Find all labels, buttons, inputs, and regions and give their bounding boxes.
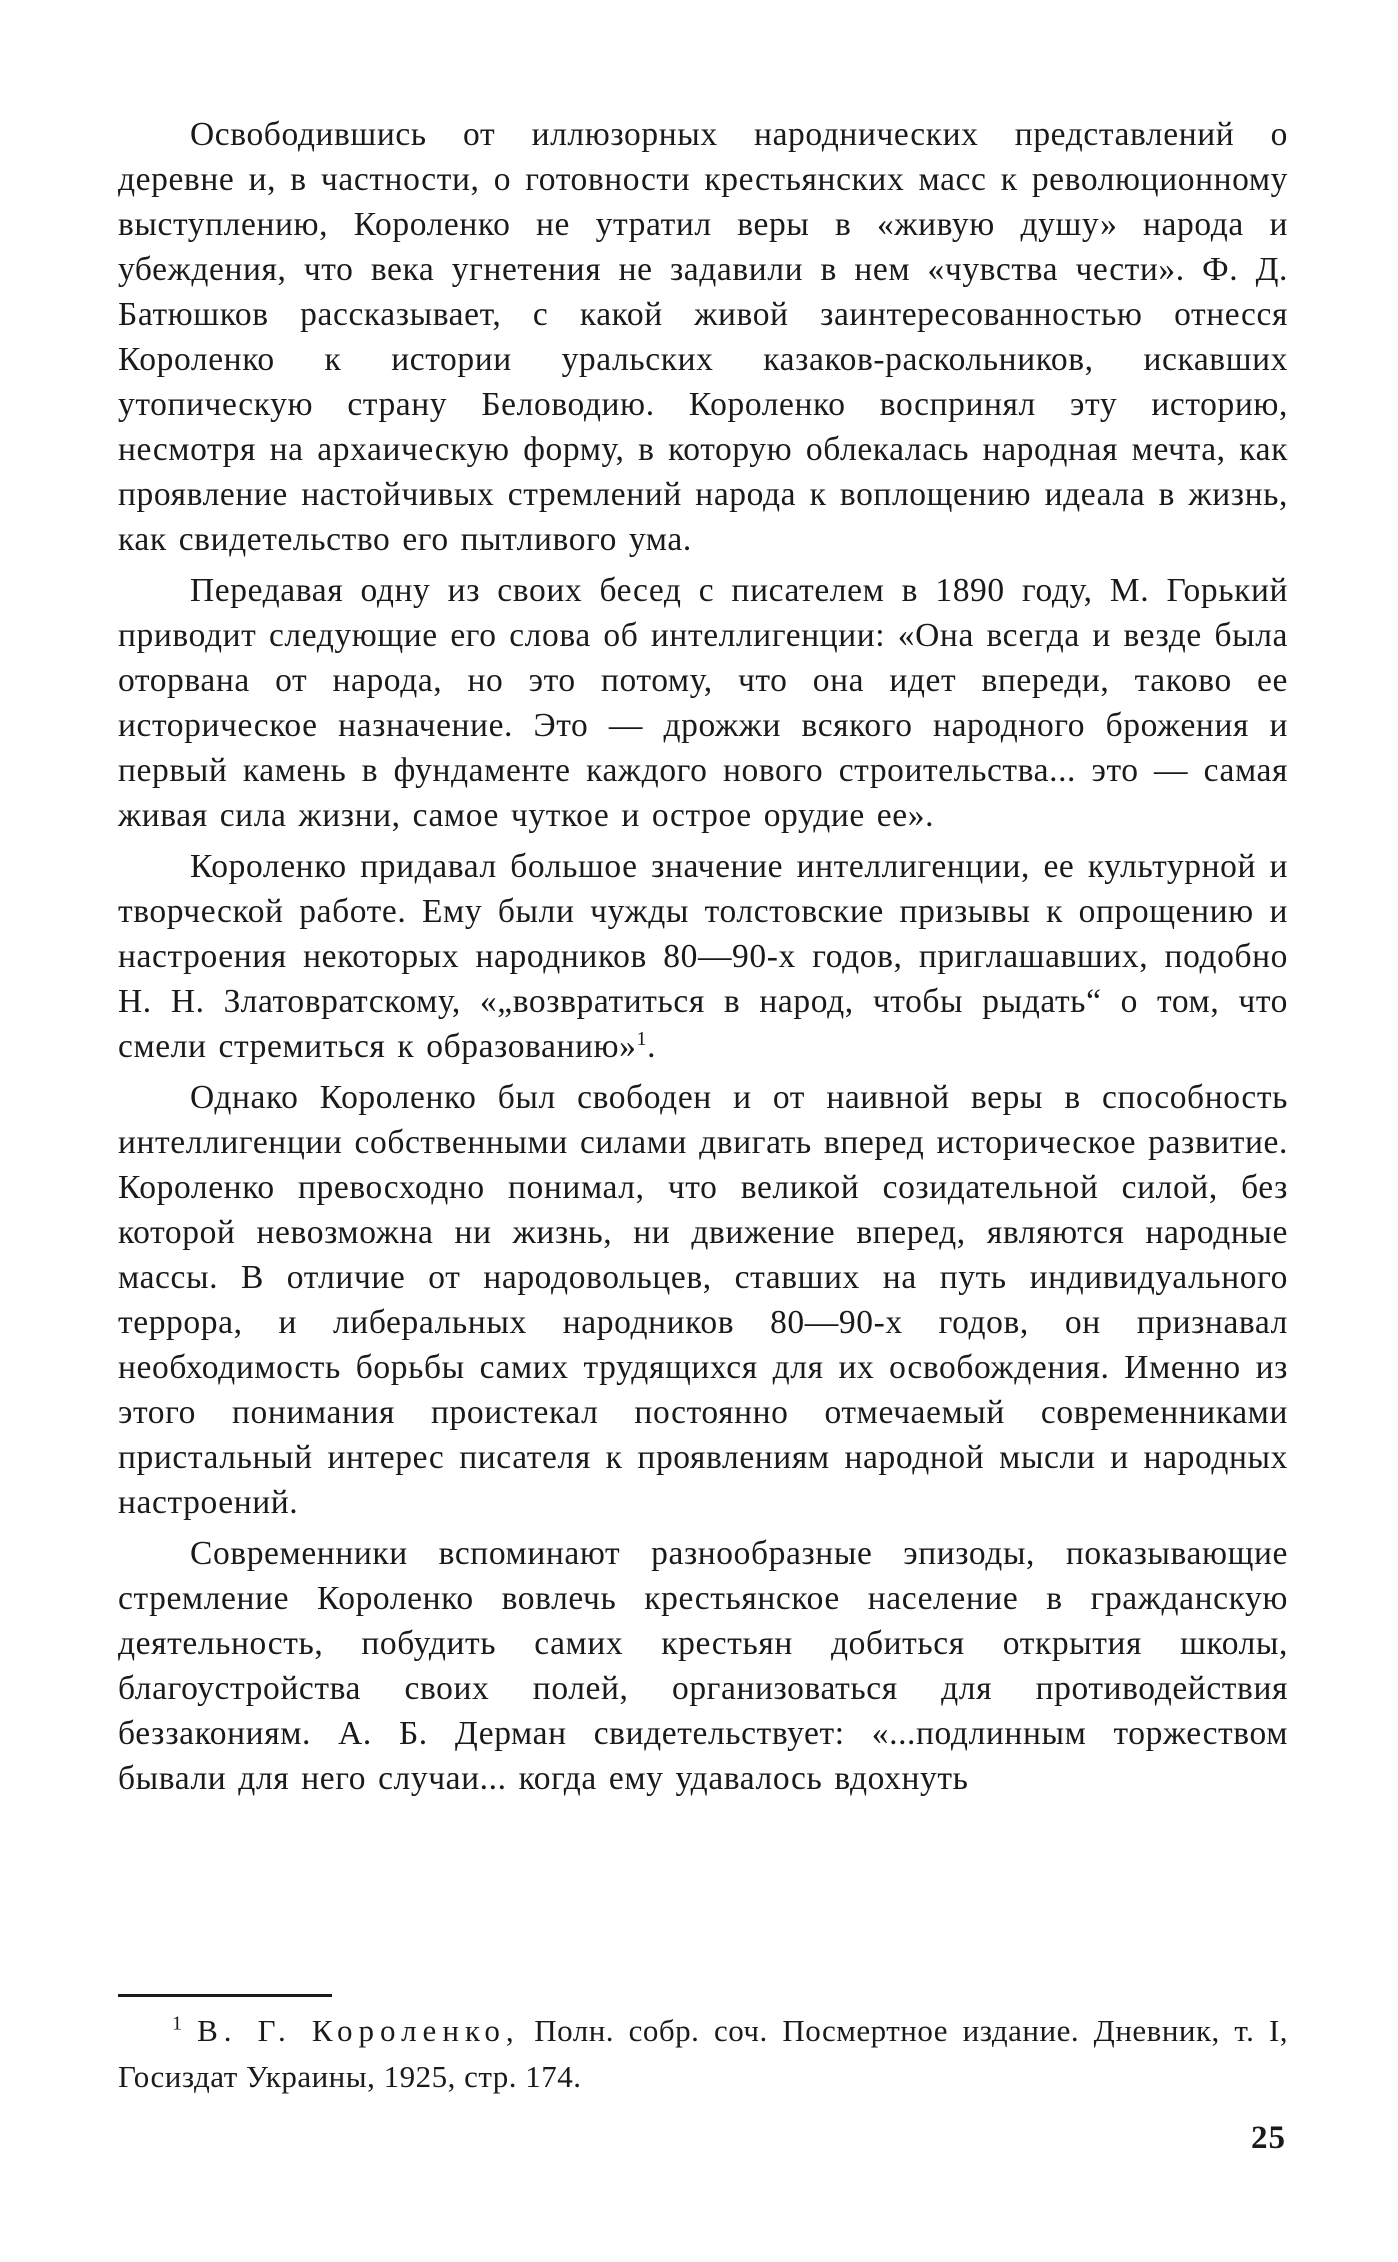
paragraph-3-text: Короленко придавал большое значение интеллигенции, ее культурной и творческой работе. Ему были чужды толстовские призывы к опрощению и настроения некоторых народников 80—90-х годов, приглашавших, подобно Н. Н. Златовратскому, «„возвратиться в народ, чтобы рыдать“ о том, что смели стремиться к образованию»: [118, 848, 1288, 1065]
page-number: 25: [1251, 2120, 1286, 2156]
footnote-reference[interactable]: 1: [636, 1027, 648, 1050]
footnote: [118, 2008, 1288, 2100]
paragraph-3: Короленко придавал большое значение интеллигенции, ее культурной и творческой работе. Ему были чужды толстовские призывы к опрощению и настроения некоторых народников 80—90-х годов, приглашавших, подобно Н. Н. Златовратскому, «„возвратиться в народ, чтобы рыдать“ о том, что смели стремиться к образованию»$^1$.: [118, 848, 1288, 1065]
footnote-author: В. Г. Короленко,: [197, 2013, 520, 2048]
footnote-divider: [118, 1994, 332, 1997]
paragraph-2: Передавая одну из своих бесед с писателем в 1890 году, М. Горький приводит следующие его слова об интеллигенции: «Она всегда и везде была оторвана от народа, но это потому, что она идет впереди, таково ее историческое назначение. Это — дрожжи всякого народного брожения и первый камень в фундаменте каждого нового строительства... это — самая живая сила жизни, самое чуткое и острое орудие ее».: [118, 572, 1288, 834]
page-body: [118, 112, 1288, 1801]
paragraph-5: Современники вспоминают разнообразные эпизоды, показывающие стремление Короленко вовлечь крестьянское население в гражданскую деятельность, побудить самих крестьян добиться открытия школы, благоустройства своих полей, организоваться для противодействия беззакониям. А. Б. Дерман свидетельствует: «...подлинным торжеством бывали для него случаи... когда ему удавалось вдохнуть: [118, 1535, 1288, 1797]
footnote-marker: 1: [172, 2012, 183, 2035]
paragraph-4: Однако Короленко был свободен и от наивной веры в способность интеллигенции собственными силами двигать вперед историческое развитие. Короленко превосходно понимал, что великой созидательной силой, без которой невозможна ни жизнь, ни движение вперед, являются народные массы. В отличие от народовольцев, ставших на путь индивидуального террора, и либеральных народников 80—90-х годов, он признавал необходимость борьбы самих трудящихся для их освобождения. Именно из этого понимания проистекал постоянно отмечаемый современниками пристальный интерес писателя к проявлениям народной мысли и народных настроений.: [118, 1079, 1288, 1521]
paragraph-1: Освободившись от иллюзорных народнических представлений о деревне и, в частности, о готовности крестьянских масс к революционному выступлению, Короленко не утратил веры в «живую душу» народа и убеждения, что века угнетения не задавили в нем «чувства чести». Ф. Д. Батюшков рассказывает, с какой живой заинтересованностью отнесся Короленко к истории уральских казаков-раскольников, искавших утопическую страну Беловодию. Короленко воспринял эту историю, несмотря на архаическую форму, в которую облекалась народная мечта, как проявление настойчивых стремлений народа к воплощению идеала в жизнь, как свидетельство его пытливого ума.: [118, 116, 1288, 558]
footnote-text: Полн. собр. соч. Посмертное издание. Дневник, т. I, Госиздат Украины, 1925, стр. 174.: [118, 2013, 1289, 2094]
